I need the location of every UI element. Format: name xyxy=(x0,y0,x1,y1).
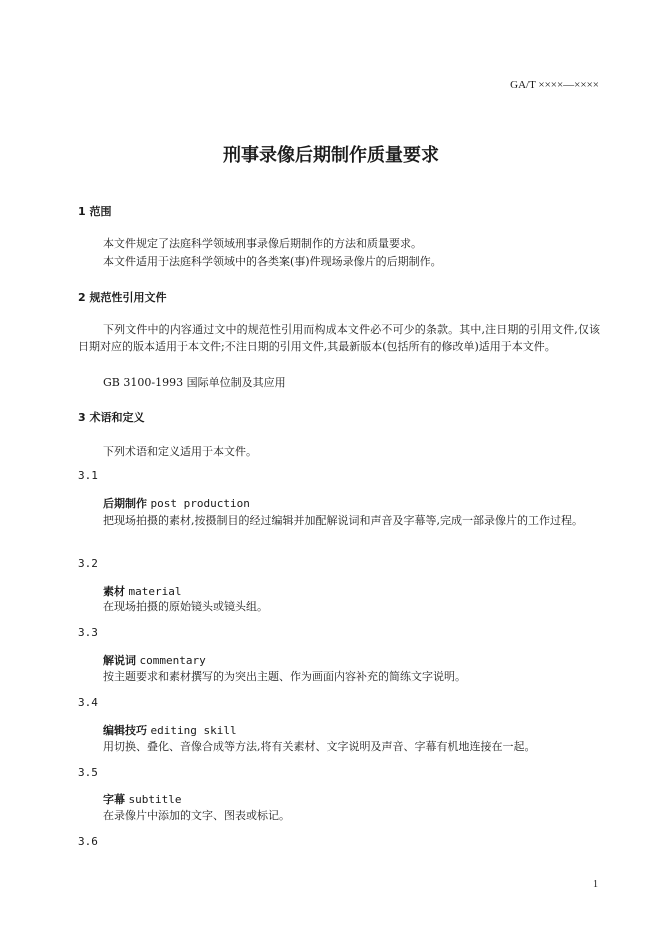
term-entry xyxy=(103,722,237,738)
term-chinese: 解说词 xyxy=(103,654,136,667)
section-heading-terms: 3 术语和定义 xyxy=(78,411,145,424)
terms-intro: 下列术语和定义适用于本文件。 xyxy=(103,445,257,458)
term-english: post production xyxy=(150,497,250,510)
term-entry xyxy=(103,583,181,599)
term-english: subtitle xyxy=(128,793,182,806)
clause-number: 3.5 xyxy=(78,766,98,779)
clause-number: 3.1 xyxy=(78,469,98,482)
scope-paragraph-1: 本文件规定了法庭科学领域刑事录像后期制作的方法和质量要求。 xyxy=(103,237,422,250)
term-entry xyxy=(103,652,206,668)
term-english: commentary xyxy=(139,654,206,667)
term-chinese: 编辑技巧 xyxy=(103,724,147,737)
clause-number: 3.3 xyxy=(78,626,98,639)
term-english: editing skill xyxy=(150,724,237,737)
term-definition: 在录像片中添加的文字、图表或标记。 xyxy=(103,809,290,822)
term-definition: 按主题要求和素材撰写的为突出主题、作为画面内容补充的简练文字说明。 xyxy=(103,670,466,683)
scope-paragraph-2: 本文件适用于法庭科学领域中的各类案(事)件现场录像片的后期制作。 xyxy=(103,255,442,268)
clause-number: 3.2 xyxy=(78,557,98,570)
page-number: 1 xyxy=(593,879,598,890)
term-entry xyxy=(103,495,250,511)
term-entry xyxy=(103,791,181,807)
term-definition: 用切换、叠化、音像合成等方法,将有关素材、文字说明及声音、字幕有机地连接在一起。 xyxy=(103,740,536,753)
normative-reference: GB 3100-1993 国际单位制及其应用 xyxy=(103,376,286,389)
term-definition: 在现场拍摄的原始镜头或镜头组。 xyxy=(103,600,268,613)
document-code: GA/T ××××—×××× xyxy=(510,79,599,91)
term-english: material xyxy=(128,585,182,598)
term-definition: 把现场拍摄的素材,按摄制目的经过编辑并加配解说词和声音及字幕等,完成一部录像片的工作过程。 xyxy=(103,514,583,527)
term-chinese: 字幕 xyxy=(103,793,125,806)
term-chinese: 素材 xyxy=(103,585,125,598)
normative-paragraph: 下列文件中的内容通过文中的规范性引用而构成本文件必不可少的条款。其中,注日期的引用文件,仅该日期对应的版本适用于本文件;不注日期的引用文件,其最新版本(包括所有的修改单)适用于本文件。 xyxy=(78,323,600,353)
term-chinese: 后期制作 xyxy=(103,497,147,510)
section-heading-scope: 1 范围 xyxy=(78,205,112,218)
clause-number: 3.6 xyxy=(78,835,98,848)
clause-number: 3.4 xyxy=(78,696,98,709)
section-heading-normative: 2 规范性引用文件 xyxy=(78,291,167,304)
document-title: 刑事录像后期制作质量要求 xyxy=(223,145,439,166)
